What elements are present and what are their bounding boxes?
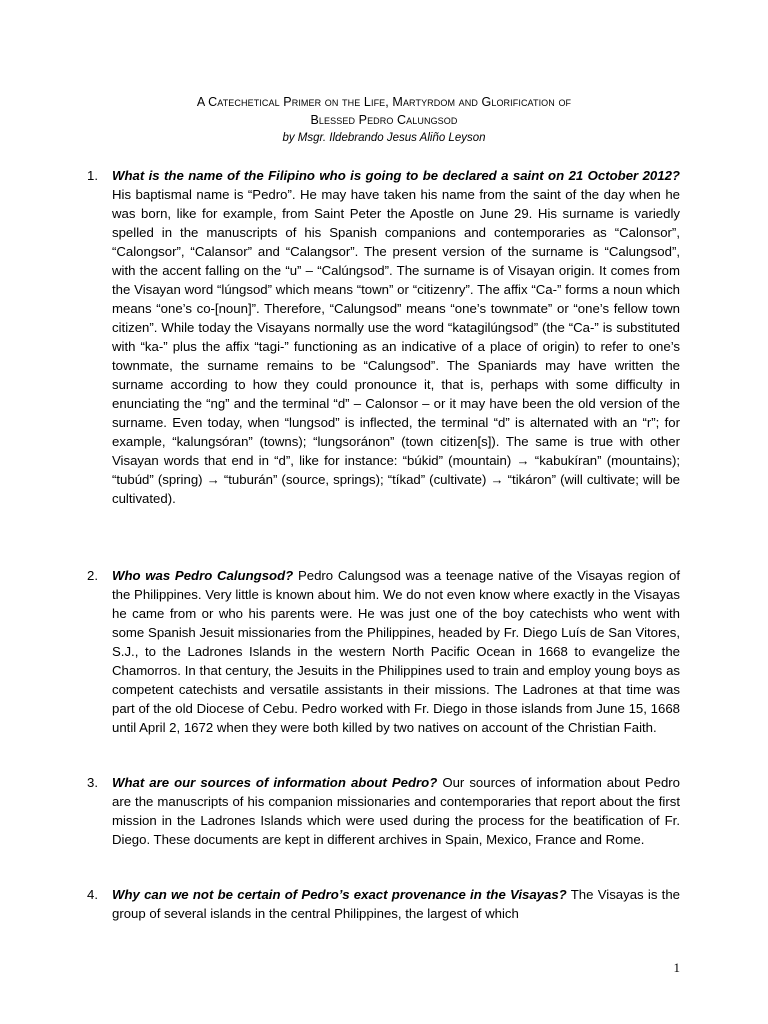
item-number: 2. — [87, 568, 98, 583]
item-body — [112, 566, 680, 737]
item-answer: Our sources of information about Pedro are the manuscripts of his companion missionaries and contemporaries that report about the first mission in the Ladrones Islands which were used during the process for the beatification of Fr. Diego. These documents are kept in different archives in Spain, Mexico, France and Rome. — [112, 775, 681, 847]
item-number: 4. — [87, 887, 98, 902]
list-item — [87, 566, 680, 737]
list-item — [87, 885, 680, 923]
page-number: 1 — [673, 960, 680, 975]
list-item — [87, 773, 680, 849]
item-question: Who was Pedro Calungsod? — [112, 568, 294, 583]
document-title-line-1: A Catechetical Primer on the Life, Martyrdom and Glorification of — [196, 95, 572, 109]
item-number: 1. — [87, 168, 98, 183]
item-body — [112, 885, 680, 923]
item-body — [112, 166, 680, 508]
list-item — [87, 166, 680, 508]
author-byline: by Msgr. Ildebrando Jesus Aliño Leyson — [282, 132, 486, 144]
item-answer: The Visayas is the group of several islands in the central Philippines, the largest of which — [112, 887, 680, 921]
item-answer: Pedro Calungsod was a teenage native of the Visayas region of the Philippines. Very little is known about him. We do not even know where exactly in the Visayas he came from or who his parents were. He was just one of the boy catechists who went with some Spanish Jesuit missionaries from the Philippines, headed by Fr. Diego Luís de San Vitores, S.J., to the Ladrones Islands in the western North Pacific Ocean in 1668 to evangelize the Chamorros. In that century, the Jesuits in the Philippines used to train and employ young boys as competent catechists and versatile assistants in their missions. The Ladrones at that time was part of the old Diocese of Cebu. Pedro worked with Fr. Diego in those islands from June 15, 1668 until April 2, 1672 when they were both killed by two natives on account of the Christian Faith. — [112, 568, 680, 735]
item-body — [112, 773, 680, 849]
item-question: Why can we not be certain of Pedro’s exact provenance in the Visayas? — [112, 887, 567, 902]
item-question: What is the name of the Filipino who is going to be declared a saint on 21 October 2012? — [112, 168, 680, 183]
item-answer: His baptismal name is “Pedro”. He may have taken his name from the saint of the day when he was born, like for example, from Saint Peter the Apostle on June 29. His surname is variedly spelled in the manuscripts of his Spanish companions and contemporaries as “Calonsor”, “Calongsor”, “Calansor” and “Calangsor”. The present version of the surname is “Calungsod”, with the accent falling on the “u” – “Calúngsod”. The surname is of Visayan origin. It comes from the Visayan word “lúngsod” which means “town” or “citizenry”. The affix “Ca-” forms a noun which means “one’s co-[noun]”. Therefore, “Calungsod” means “one’s townmate” or “one’s fellow town citizen”. While today the Visayans normally use the word “katagilúngsod” (the “Ca-” is substituted with “ka-” plus the affix “tagi-” functioning as an indicative of a place of origin) to refer to one’s townmate, the surname remains to be “Calungsod”. The Spaniards may have written the surname according to how they could pronounce it, that is, perhaps with some difficulty in enunciating the “ng” and the terminal “d” – Calonsor – or it may have been the old version of the surname. Even today, when “lungsod” is inflected, the terminal “d” is alternated with an “r”; for example, “kalungsóran” (towns); “lungsoránon” (town citizen[s]). The same is true with other Visayan words that end in “d”, like for instance: “búkid” (mountain) → “kabukíran” (mountains); “tubúd” (spring) → “tuburán” (source, springs); “tíkad” (cultivate) → “tikáron” (will cultivate; will be cultivated). — [112, 187, 680, 506]
item-question: What are our sources of information about Pedro? — [112, 775, 438, 790]
document-title-line-2: Blessed Pedro Calungsod — [310, 113, 458, 127]
item-number: 3. — [87, 775, 98, 790]
